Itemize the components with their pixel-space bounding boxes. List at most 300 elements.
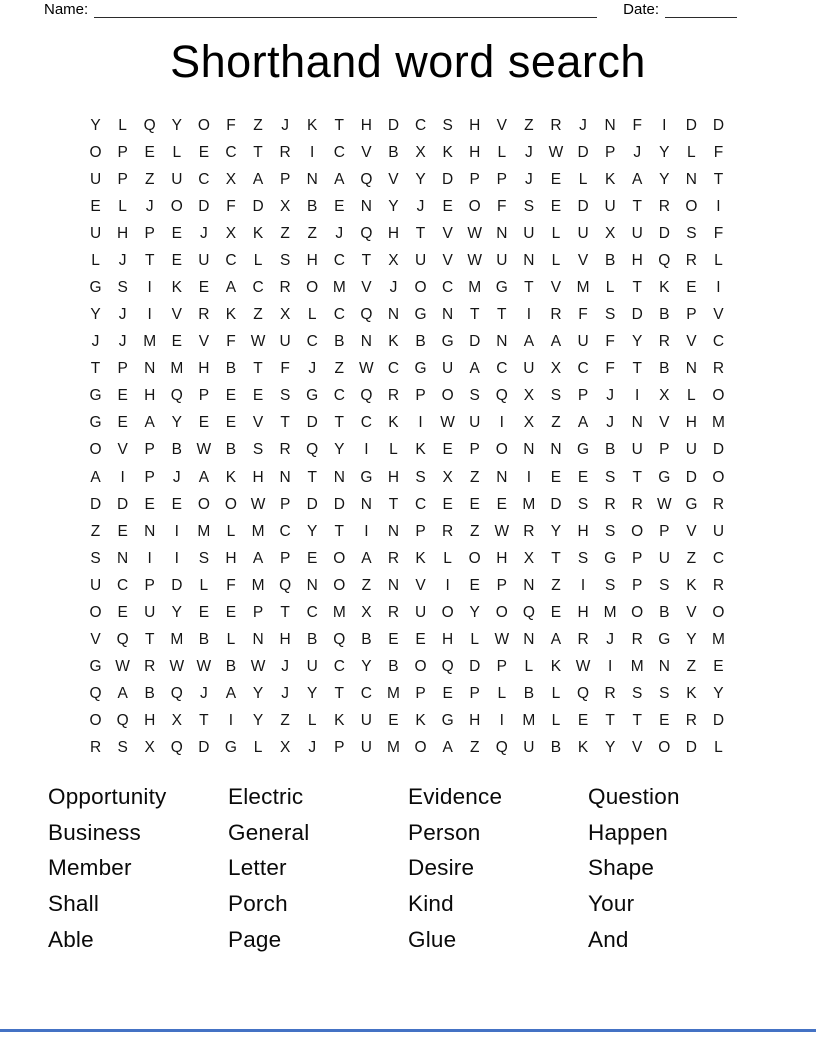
grid-letter-r23-c6: I [228,712,234,730]
grid-letter-r11-c19: P [577,387,589,405]
grid-letter-r8-c12: N [387,306,400,324]
grid-letter-r16-c3: N [144,522,156,540]
grid-letter-r22-c9: Y [307,685,318,703]
grid-letter-r6-c20: B [604,251,616,269]
grid-letter-r4-c6: F [226,197,236,215]
grid-letter-r16-c10: T [334,522,345,540]
grid-letter-r10-c19: C [577,360,589,378]
name-date-header [44,0,737,18]
grid-letter-r5-c4: E [171,224,182,242]
grid-letter-r17-c11: A [361,549,372,567]
grid-letter-r24-c1: R [89,739,102,757]
grid-letter-r19-c18: E [550,603,562,621]
grid-letter-r13-c13: K [415,441,426,459]
grid-letter-r19-c19: H [577,603,589,621]
grid-letter-r18-c8: Q [279,576,292,594]
grid-letter-r2-c20: P [604,143,616,161]
grid-letter-r18-c21: P [632,576,643,594]
grid-letter-r10-c8: F [280,360,290,378]
page-bottom-divider [0,1029,816,1032]
grid-letter-r2-c19: D [577,143,589,161]
grid-letter-r18-c12: N [387,576,400,594]
grid-letter-r20-c7: N [252,631,264,649]
grid-letter-r11-c6: E [225,387,237,405]
grid-letter-r17-c20: G [604,549,617,567]
grid-letter-r24-c20: Y [604,739,616,757]
grid-letter-r15-c21: R [631,495,643,513]
grid-letter-r1-c5: O [197,116,210,134]
grid-letter-r13-c15: P [469,441,480,459]
grid-letter-r21-c15: D [469,658,481,676]
grid-letter-r19-c1: O [89,603,102,621]
grid-letter-r11-c16: Q [495,387,508,405]
grid-letter-r17-c19: S [577,549,589,567]
grid-letter-r15-c23: G [685,495,698,513]
word-list-item: Opportunity [48,783,167,809]
grid-letter-r21-c5: W [196,658,212,676]
grid-letter-r4-c13: J [416,197,425,215]
grid-letter-r22-c18: L [551,685,561,703]
grid-letter-r14-c3: P [144,468,155,486]
grid-letter-r16-c8: C [279,522,291,540]
grid-letter-r8-c9: L [307,306,317,324]
grid-letter-r9-c5: V [198,333,210,351]
grid-letter-r3-c21: A [632,170,643,188]
grid-letter-r11-c5: P [198,387,210,405]
name-fill-line [94,3,597,18]
grid-letter-r17-c21: P [632,549,643,567]
grid-letter-r16-c2: E [117,522,128,540]
grid-letter-r6-c23: R [685,251,697,269]
grid-letter-r11-c2: E [117,387,128,405]
grid-letter-r3-c20: K [604,170,616,188]
grid-letter-r23-c21: T [632,712,642,730]
grid-letter-r8-c7: Z [253,306,263,324]
grid-letter-r5-c13: T [415,224,426,242]
grid-letter-r9-c7: W [250,333,266,351]
grid-letter-r22-c14: E [442,685,453,703]
grid-letter-r1-c11: H [360,116,372,134]
grid-letter-r21-c4: W [169,658,185,676]
grid-letter-r1-c19: J [579,116,587,134]
grid-letter-r2-c21: J [633,143,642,161]
grid-letter-r24-c23: D [685,739,697,757]
grid-letter-r22-c16: L [497,685,507,703]
grid-letter-r6-c1: L [91,251,100,269]
grid-letter-r21-c11: Y [361,658,372,676]
grid-letter-r11-c1: G [89,387,102,405]
grid-letter-r2-c4: L [172,143,182,161]
grid-letter-r3-c11: Q [360,170,373,188]
grid-letter-r8-c17: I [526,306,532,324]
grid-letter-r7-c3: I [147,279,152,296]
grid-letter-r23-c19: E [577,712,589,730]
grid-letter-r14-c7: H [252,468,264,486]
grid-letter-r20-c24: M [711,631,725,649]
grid-letter-r6-c14: V [442,251,453,269]
grid-letter-r24-c2: S [117,739,128,757]
grid-letter-r9-c2: J [118,333,127,351]
grid-letter-r8-c2: J [118,306,127,324]
grid-letter-r10-c18: X [550,360,562,378]
grid-letter-r14-c14: X [442,468,453,486]
grid-letter-r9-c21: Y [632,333,643,351]
grid-letter-r6-c3: T [144,251,155,269]
grid-letter-r1-c13: C [414,116,427,134]
grid-letter-r6-c21: H [631,251,643,269]
grid-letter-r13-c12: L [389,441,398,459]
grid-letter-r16-c18: Y [550,522,562,540]
grid-letter-r5-c15: W [467,224,483,242]
grid-letter-r16-c9: Y [307,522,318,540]
grid-letter-r9-c23: V [686,333,697,351]
grid-letter-r6-c12: X [388,251,399,269]
grid-letter-r1-c12: D [387,116,400,134]
grid-letter-r19-c15: Y [469,603,480,621]
grid-letter-r11-c8: S [279,387,291,405]
grid-letter-r13-c10: Y [334,441,345,459]
grid-letter-r20-c12: E [388,631,399,649]
grid-letter-r11-c24: O [712,387,725,405]
grid-letter-r10-c13: G [414,360,427,378]
grid-letter-r1-c20: N [604,116,616,134]
grid-letter-r23-c23: R [685,712,697,730]
grid-letter-r3-c10: A [334,170,345,188]
grid-letter-r5-c1: U [89,224,102,242]
grid-letter-r13-c19: G [577,441,590,459]
grid-letter-r15-c8: P [279,495,291,513]
grid-letter-r1-c8: J [281,116,289,134]
grid-letter-r10-c24: R [712,360,725,378]
grid-letter-r18-c6: F [226,576,236,594]
grid-letter-r2-c23: L [687,143,696,161]
grid-letter-r12-c1: G [89,414,102,432]
grid-letter-r7-c7: C [252,279,264,296]
grid-letter-r8-c8: X [279,306,291,324]
grid-letter-r15-c12: T [388,495,399,513]
grid-letter-r4-c20: U [604,197,616,215]
grid-letter-r5-c24: F [713,224,724,242]
grid-letter-r10-c5: H [198,360,210,378]
grid-letter-r13-c24: D [712,441,725,459]
grid-letter-r21-c7: W [250,658,266,676]
grid-letter-r24-c12: M [386,739,400,757]
grid-letter-r16-c17: R [523,522,535,540]
grid-letter-r15-c1: D [89,495,102,513]
grid-letter-r14-c9: T [307,468,317,486]
grid-letter-r9-c20: F [605,333,615,351]
grid-letter-r6-c22: Q [658,251,671,269]
grid-letter-r2-c5: E [198,143,210,161]
grid-letter-r8-c19: F [578,306,588,324]
grid-letter-r17-c22: U [658,549,670,567]
grid-letter-r15-c6: O [224,495,237,513]
grid-letter-r12-c10: T [334,414,345,432]
grid-letter-r13-c17: N [523,441,535,459]
grid-letter-r17-c18: T [551,549,561,567]
grid-letter-r1-c9: K [307,116,318,134]
grid-letter-r10-c1: T [90,360,101,378]
grid-letter-r12-c18: Z [551,414,561,432]
word-list-item: Letter [228,855,287,881]
grid-letter-r5-c5: J [199,224,208,242]
grid-letter-r8-c13: G [414,306,427,324]
grid-letter-r20-c8: H [279,631,291,649]
grid-letter-r19-c12: R [387,603,400,621]
grid-letter-r12-c11: C [360,414,372,432]
grid-letter-r12-c19: A [577,414,589,432]
grid-letter-r8-c21: D [631,306,643,324]
grid-letter-r6-c9: H [306,251,318,269]
grid-letter-r18-c17: N [523,576,535,594]
grid-letter-r7-c21: T [632,279,642,296]
grid-letter-r24-c4: Q [170,739,183,757]
date-label: Date: [623,1,659,18]
grid-letter-r8-c10: C [333,306,345,324]
grid-letter-r14-c10: N [333,468,345,486]
grid-letter-r5-c17: U [523,224,535,242]
grid-letter-r14-c17: I [526,468,532,486]
name-label: Name: [44,1,89,18]
grid-letter-r21-c19: W [575,658,591,676]
grid-letter-r9-c22: R [658,333,670,351]
grid-letter-r3-c4: U [171,170,183,188]
grid-letter-r13-c8: R [279,441,291,459]
grid-letter-r10-c22: B [659,360,670,378]
grid-letter-r14-c23: D [685,468,697,486]
grid-letter-r12-c3: A [144,414,155,432]
grid-letter-r8-c5: R [198,306,210,324]
grid-letter-r9-c12: K [388,333,399,351]
grid-letter-r17-c9: E [307,549,318,567]
grid-letter-r18-c16: P [496,576,507,594]
grid-letter-r22-c5: J [199,685,208,703]
grid-letter-r23-c5: T [199,712,209,730]
grid-letter-r4-c18: E [550,197,562,215]
grid-letter-r4-c14: E [442,197,453,215]
grid-letter-r19-c6: E [225,603,237,621]
grid-letter-r18-c4: D [171,576,183,594]
grid-letter-r5-c14: V [442,224,453,242]
grid-letter-r12-c17: X [523,414,535,432]
grid-letter-r3-c5: C [198,170,210,188]
grid-letter-r10-c15: A [469,360,480,378]
grid-letter-r24-c13: O [414,739,427,757]
word-list-item: Able [48,926,94,952]
grid-letter-r13-c21: U [631,441,643,459]
grid-letter-r20-c18: A [550,631,562,649]
grid-letter-r17-c14: L [443,549,452,567]
grid-letter-r21-c6: B [225,658,237,676]
grid-letter-r24-c22: O [658,739,671,757]
grid-letter-r11-c15: S [469,387,480,405]
grid-letter-r9-c19: U [577,333,589,351]
grid-letter-r7-c5: E [198,279,210,296]
grid-letter-r24-c18: B [550,739,562,757]
grid-letter-r6-c4: E [171,251,182,269]
grid-letter-r1-c18: R [550,116,562,134]
word-list-item: Business [48,819,141,845]
grid-letter-r17-c15: O [468,549,481,567]
grid-letter-r4-c21: T [632,197,642,215]
grid-letter-r3-c2: P [117,170,128,188]
grid-letter-r21-c10: C [333,658,345,676]
grid-letter-r10-c12: C [387,360,400,378]
grid-letter-r7-c15: M [468,279,482,296]
word-list [48,779,772,957]
grid-letter-r5-c22: D [658,224,670,242]
grid-letter-r7-c20: L [605,279,615,296]
grid-letter-r4-c7: D [252,197,264,215]
grid-letter-r2-c13: X [415,143,426,161]
grid-letter-r21-c1: G [89,658,102,676]
grid-letter-r12-c7: V [252,414,264,432]
grid-letter-r22-c12: M [386,685,400,703]
grid-letter-r10-c17: U [523,360,535,378]
grid-letter-r19-c20: M [603,603,617,621]
grid-letter-r13-c4: B [171,441,182,459]
grid-letter-r17-c8: P [279,549,291,567]
grid-letter-r11-c14: O [441,387,454,405]
grid-letter-r12-c8: T [280,414,290,432]
grid-letter-r20-c2: Q [116,631,129,649]
grid-letter-r6-c18: L [551,251,561,269]
grid-letter-r2-c12: B [388,143,399,161]
grid-letter-r6-c10: C [333,251,345,269]
grid-letter-r17-c3: I [147,549,152,567]
grid-letter-r7-c4: K [171,279,182,296]
grid-letter-r14-c22: G [658,468,671,486]
word-list-item: Shall [48,890,100,916]
grid-letter-r14-c4: J [172,468,181,486]
grid-letter-r22-c8: J [281,685,289,703]
grid-letter-r24-c10: P [334,739,345,757]
grid-letter-r17-c12: R [387,549,400,567]
grid-letter-r16-c21: O [631,522,644,540]
grid-letter-r12-c2: E [117,414,128,432]
grid-letter-r7-c24: I [716,279,721,296]
grid-letter-r22-c15: P [469,685,480,703]
grid-letter-r16-c20: S [604,522,616,540]
grid-letter-r9-c10: B [334,333,345,351]
grid-letter-r4-c23: O [685,197,698,215]
grid-letter-r12-c24: M [711,414,725,432]
grid-letter-r22-c6: A [225,685,237,703]
grid-letter-r19-c5: E [198,603,210,621]
grid-letter-r6-c13: U [414,251,427,269]
word-list-item: Question [588,783,680,809]
grid-letter-r19-c24: O [712,603,725,621]
grid-letter-r8-c3: I [147,306,152,324]
grid-letter-r11-c3: H [144,387,156,405]
grid-letter-r15-c19: S [577,495,589,513]
grid-letter-r16-c15: Z [469,522,480,540]
grid-letter-r14-c5: A [198,468,210,486]
grid-letter-r7-c12: J [389,279,398,296]
grid-letter-r14-c11: G [360,468,373,486]
grid-letter-r18-c15: E [469,576,480,594]
grid-letter-r23-c4: X [171,712,182,730]
grid-letter-r23-c18: L [551,712,561,730]
grid-letter-r21-c24: E [713,658,724,676]
grid-letter-r13-c9: Q [306,441,319,459]
grid-letter-r6-c2: J [118,251,127,269]
grid-letter-r23-c22: E [659,712,670,730]
grid-letter-r1-c23: D [685,116,697,134]
grid-letter-r2-c9: I [310,143,315,161]
grid-letter-r24-c16: Q [495,739,508,757]
grid-letter-r1-c4: Y [171,116,182,134]
grid-letter-r20-c11: B [361,631,372,649]
grid-letter-r19-c16: O [495,603,508,621]
grid-letter-r7-c8: R [279,279,291,296]
grid-letter-r11-c21: I [635,387,640,405]
grid-letter-r23-c17: M [522,712,536,730]
grid-letter-r23-c1: O [89,712,102,730]
word-list-item: Kind [408,890,454,916]
grid-letter-r3-c3: Z [144,170,155,188]
grid-letter-r17-c2: N [117,549,129,567]
grid-letter-r7-c18: V [550,279,562,296]
grid-letter-r10-c6: B [225,360,237,378]
grid-letter-r3-c1: U [89,170,102,188]
grid-letter-r13-c14: E [442,441,453,459]
grid-letter-r10-c10: Z [334,360,345,378]
grid-letter-r24-c5: D [198,739,210,757]
grid-letter-r20-c17: N [523,631,535,649]
grid-letter-r17-c24: C [712,549,725,567]
grid-letter-r6-c19: V [577,251,589,269]
grid-letter-r9-c11: N [360,333,372,351]
grid-letter-r8-c22: B [659,306,670,324]
grid-letter-r9-c8: U [279,333,291,351]
grid-letter-r20-c1: V [90,631,101,649]
grid-letter-r23-c10: K [334,712,345,730]
grid-letter-r2-c22: Y [659,143,670,161]
grid-letter-r5-c2: H [117,224,129,242]
grid-letter-r21-c18: K [550,658,562,676]
word-list-item: Electric [228,783,304,809]
grid-letter-r18-c2: C [117,576,129,594]
word-list-item: General [228,819,310,845]
grid-letter-r20-c23: Y [686,631,697,649]
grid-letter-r3-c18: E [550,170,562,188]
grid-letter-r16-c6: L [226,522,236,540]
grid-letter-r6-c7: L [253,251,263,269]
grid-letter-r11-c13: P [415,387,426,405]
grid-letter-r2-c18: W [548,143,564,161]
grid-letter-r15-c20: R [604,495,616,513]
grid-letter-r6-c15: W [467,251,483,269]
grid-letter-r20-c13: E [415,631,426,649]
grid-letter-r21-c21: M [630,658,644,676]
grid-letter-r10-c2: P [117,360,128,378]
grid-letter-r19-c14: O [441,603,454,621]
grid-letter-r22-c24: Y [713,685,724,703]
grid-letter-r12-c22: V [659,414,670,432]
grid-letter-r1-c14: S [442,116,453,134]
grid-letter-r7-c23: E [686,279,697,296]
grid-letter-r14-c2: I [120,468,125,486]
grid-letter-r24-c24: L [714,739,723,757]
grid-letter-r23-c12: E [388,712,399,730]
grid-letter-r3-c16: P [496,170,507,188]
grid-letter-r21-c22: N [658,658,670,676]
grid-letter-r22-c19: Q [577,685,590,703]
grid-letter-r19-c7: P [252,603,264,621]
grid-letter-r15-c5: O [197,495,210,513]
grid-letter-r1-c15: H [469,116,481,134]
